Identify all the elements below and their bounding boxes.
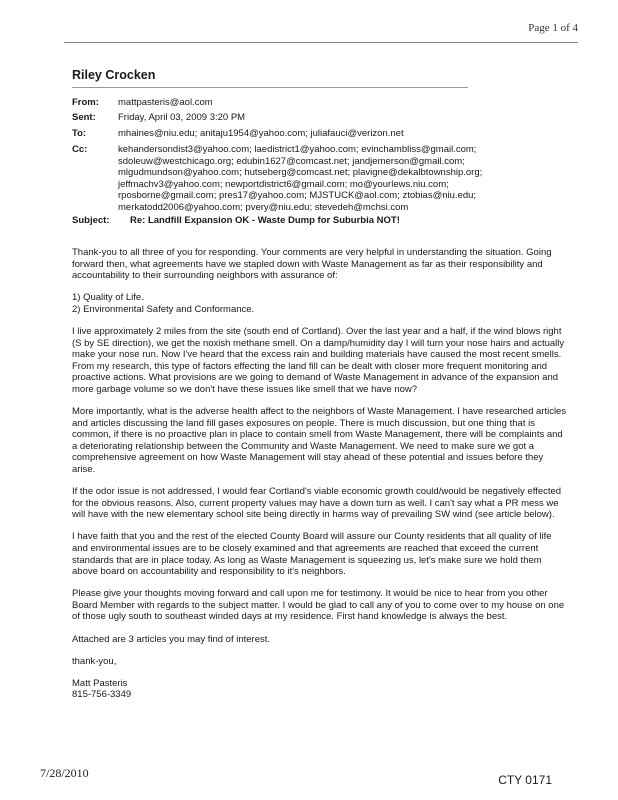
email-body — [72, 247, 568, 701]
from-value: mattpasteris@aol.com — [118, 97, 213, 108]
sender-divider — [72, 87, 468, 88]
cc-line: merkatodd2006@yahoo.com; pvery@niu.edu; stevedeh@mchsi.com — [118, 201, 409, 213]
signature-phone: 815-756-3349 — [72, 689, 132, 701]
body-paragraph: Thank-you to all three of you for responding. Your comments are very helpful in understanding the situation. Going forward then, what agreements have we stapled down with Waste Management as far as their responsibility and accountability to their surrounding neighbors with assurance of: — [72, 247, 552, 282]
from-label: From: — [72, 97, 99, 108]
document-id: CTY 0171 — [498, 773, 552, 787]
cc-recipients — [118, 144, 588, 213]
date-stamp: 7/28/2010 — [40, 766, 89, 780]
cc-line: jeffmachv3@yahoo.com; newportdistrict6@gmail.com; mo@yourlews.niu.com; — [118, 178, 449, 190]
subject-label: Subject: — [72, 215, 110, 226]
sent-label: Sent: — [72, 112, 96, 123]
list-item: 1) Quality of Life. — [72, 292, 144, 304]
to-label: To: — [72, 128, 87, 139]
to-value: mhaines@niu.edu; anitaju1954@yahoo.com; juliafauci@verizon.net — [118, 128, 404, 139]
page-number: Page 1 of 4 — [528, 22, 578, 34]
cc-line: mlgudmundson@yahoo.com; hutseberg@comcast.net; plavigne@dekalbtownship.org; — [118, 167, 483, 178]
closing: thank-you, — [72, 655, 117, 667]
body-paragraph: Attached are 3 articles you may find of interest. — [72, 633, 271, 645]
cc-line: kehandersondist3@yahoo.com; laedistrict1@yahoo.com; evinchambliss@gmail.com; — [118, 144, 477, 155]
cc-label: Cc: — [72, 144, 88, 155]
body-paragraph: I have faith that you and the rest of the elected County Board will assure our County residents that all quality of life and environmental issues are to be closely examined and that agreements are reached that exceed the current standards that are in place today. As long as Waste Management is squeezing us, let's make sure we hold them above board on accountability and responsibility to it's neighbors. — [72, 531, 552, 578]
sent-value: Friday, April 03, 2009 3:20 PM — [118, 112, 246, 123]
body-paragraph: If the odor issue is not addressed, I would fear Cortland's viable economic growth could/would be negatively effected for the obvious reasons. Also, current property values may have a down turn as well. I can't say what a PR mess we will have with the new elementary school site being directly in harms way of prevailing SW wind (see article below). — [72, 486, 562, 521]
cc-line: rposborne@gmail.com; pres17@yahoo.com; MJSTUCK@aol.com; ztobias@niu.edu; — [118, 190, 477, 201]
body-paragraph: More importantly, what is the adverse health affect to the neighbors of Waste Management. I have researched articles and articles discussing the land fill gases exposures on people. There is much discussion, but one thing that is common, if there is no proactive plan in place to contain smell from Waste Management, there will be complaints and a deteriorating relationship between the Community and Waste Management. We need to make sure we got a comprehensive agreement on how Waste Management will stay ahead of these potential and issues before they arise. — [72, 406, 567, 475]
list-item: 2) Environmental Safety and Conformance. — [72, 303, 255, 315]
top-divider — [64, 42, 578, 43]
subject-value: Re: Landfill Expansion OK - Waste Dump for Suburbia NOT! — [130, 215, 400, 226]
sender-name: Riley Crocken — [72, 68, 156, 82]
signature-name: Matt Pasteris — [72, 677, 128, 689]
body-paragraph: Please give your thoughts moving forward and call upon me for testimony. It would be nice to hear from you other Board Member with regards to the subject matter. I would be glad to call any of you to come over to my house on one of those ugly south to southeast winded days at my residence. First hand knowledge is always the best. — [72, 588, 565, 623]
cc-line: sdoleuw@westchicago.org; edubin1627@comcast.net; jandjemerson@gmail.com; — [118, 155, 465, 167]
body-paragraph: I live approximately 2 miles from the site (south end of Cortland). Over the last year and a half, if the wind blows right (S by SE direction), we get the noxish methane smell. On a damp/humidity day I will turn your nose hairs and actually make your nose run. Now I've heard that the excess rain and building materials have caused the most recent smells. From my research, this type of factors effecting the land fill can be dealt with closer more frequent monitoring and proactive actions. What provisions are we going to demand of Waste Management in advance of the expansion and more garbage volume so we don't have these issues like smell that we have now? — [72, 325, 565, 395]
